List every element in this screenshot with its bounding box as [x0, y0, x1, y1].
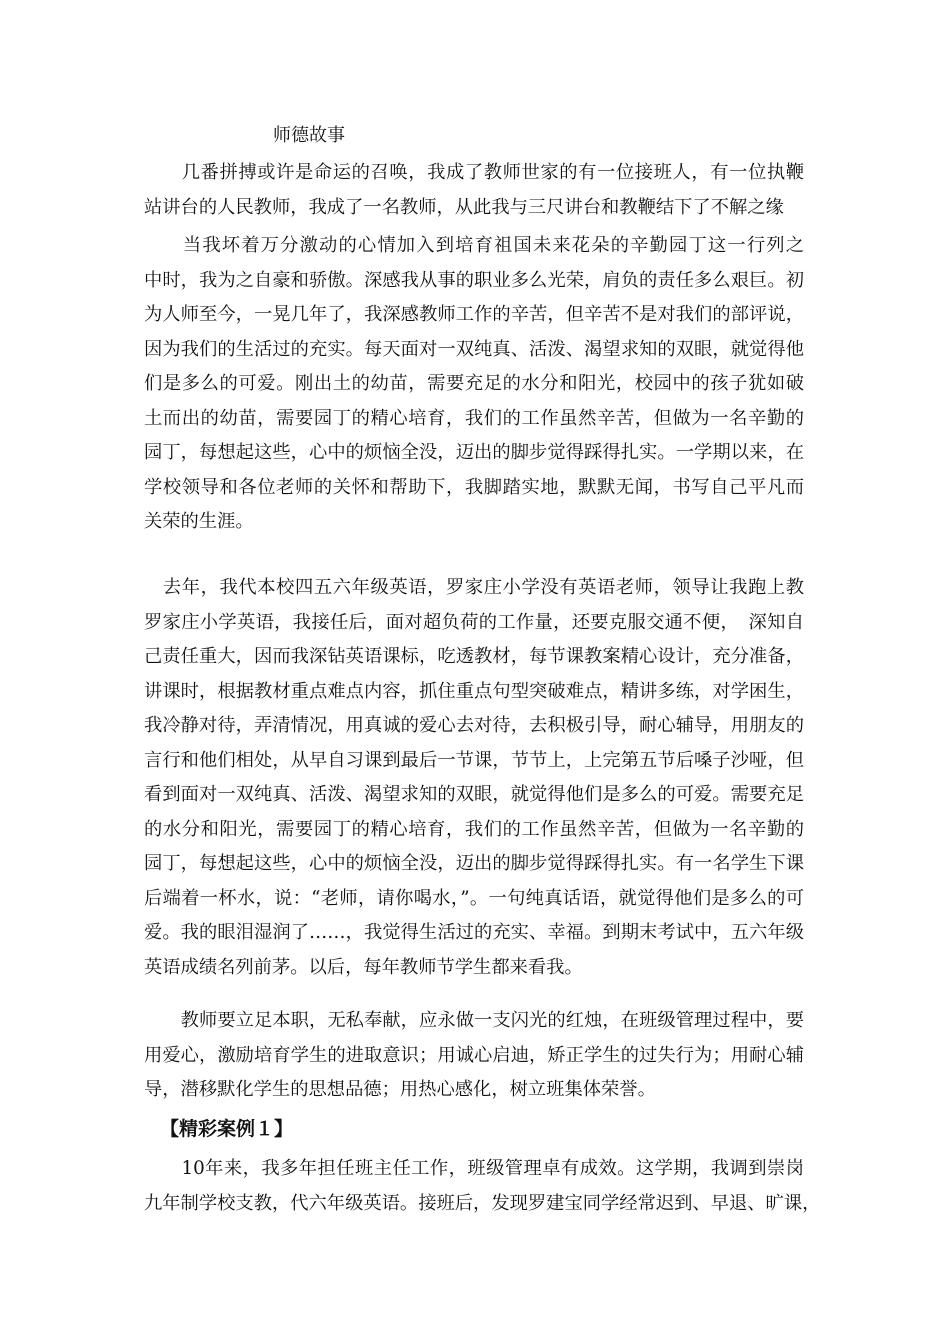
text-line: 言行和他们相处，从早自习课到最后一节课，节节上，上完第五节后嗓子沙哑，但	[144, 749, 804, 771]
text-line: 关荣的生涯。	[144, 511, 254, 532]
text-line: 罗家庄小学英语，我接任后，面对超负荷的工作量，还要克服交通不便， 深知自	[144, 611, 804, 633]
text-line: 学校领导和各位老师的关怀和帮助下，我脚踏实地，默默无闻，书写自己平凡而	[144, 476, 804, 498]
paragraph-3	[144, 571, 804, 985]
text-line: 站讲台的人民教师，我成了一名教师，从此我与三尺讲台和教鞭结下了不解之缘	[144, 196, 784, 218]
text-line: 爱。我的眼泪湿润了……，我觉得生活过的充实、幸福。到期末考试中，五六年级	[144, 922, 804, 943]
text-line: 己责任重大，因而我深钻英语课标，吃透教材，每节课教案精心设计，充分准备，	[144, 646, 804, 667]
text-line: 导，潜移默化学生的思想品德；用热心感化，树立班集体荣誉。	[144, 1079, 656, 1100]
text-line: 的水分和阳光，需要园丁的精心培育，我们的工作虽然辛苦，但做为一名辛勤的	[144, 818, 804, 840]
text-line: 土而出的幼苗，需要园丁的精心培育，我们的工作虽然辛苦，但做为一名辛勤的	[144, 407, 804, 429]
text-line: 我冷静对待，弄清情况，用真诚的爱心去对待，去积极引导，耐心辅导，用朋友的	[144, 715, 804, 736]
text-line: 九年制学校支教，代六年级英语。接班后，发现罗建宝同学经常迟到、早退、旷课，	[144, 1192, 821, 1214]
text-line: 讲课时，根据教材重点难点内容，抓住重点句型突破难点，精讲多练，对学困生，	[144, 680, 804, 702]
text-line: 教师要立足本职，无私奉献，应永做一支闪光的红烛，在班级管理过程中，要	[144, 1010, 804, 1031]
paragraph-4	[144, 1004, 804, 1108]
text-line: 因为我们的生活过的充实。每天面对一双纯真、活泼、渴望求知的双眼，就觉得他	[144, 338, 804, 360]
text-line: 10年来，我多年担任班主任工作，班级管理卓有成效。这学期，我调到崇岗	[144, 1158, 804, 1179]
text-line: 看到面对一双纯真、活泼、渴望求知的双眼，就觉得他们是多么的可爱。需要充足	[144, 784, 804, 805]
text-line: 几番拼搏或许是命运的召唤，我成了教师世家的有一位接班人，有一位执鞭	[144, 162, 804, 183]
text-line: 后端着一杯水，说：“老师，请你喝水，”。一句纯真话语，就觉得他们是多么的可	[144, 887, 804, 909]
paragraph-1	[144, 156, 804, 225]
paragraph-2	[144, 229, 804, 540]
text-line: 们是多么的可爱。刚出土的幼苗，需要充足的水分和阳光，校园中的孩子犹如破	[144, 373, 804, 394]
text-line: 园丁，每想起这些，心中的烦恼全没，迈出的脚步觉得踩得扎实。一学期以来，在	[144, 442, 804, 463]
case-paragraph	[144, 1152, 821, 1221]
text-line: 去年，我代本校四五六年级英语，罗家庄小学没有英语老师，领导让我跑上教	[144, 577, 804, 598]
text-line: 园丁，每想起这些，心中的烦恼全没，迈出的脚步觉得踩得扎实。有一名学生下课	[144, 853, 804, 874]
document-title: 师德故事	[273, 125, 345, 146]
text-line: 中时，我为之自豪和骄傲。深感我从事的职业多么光荣，肩负的责任多么艰巨。初	[144, 269, 804, 291]
text-line: 英语成绩名列前茅。以后，每年教师节学生都来看我。	[144, 956, 583, 978]
text-line: 为人师至今，一晃几年了，我深感教师工作的辛苦，但辛苦不是对我们的部评说，	[144, 304, 804, 325]
text-line: 用爱心，激励培育学生的进取意识；用诚心启迪，矫正学生的过失行为；用耐心辅	[144, 1044, 804, 1066]
text-line: 当我坏着万分激动的心情加入到培育祖国未来花朵的辛勤园丁这一行列之	[144, 235, 804, 256]
case-heading: 【精彩案例１】	[160, 1118, 294, 1140]
